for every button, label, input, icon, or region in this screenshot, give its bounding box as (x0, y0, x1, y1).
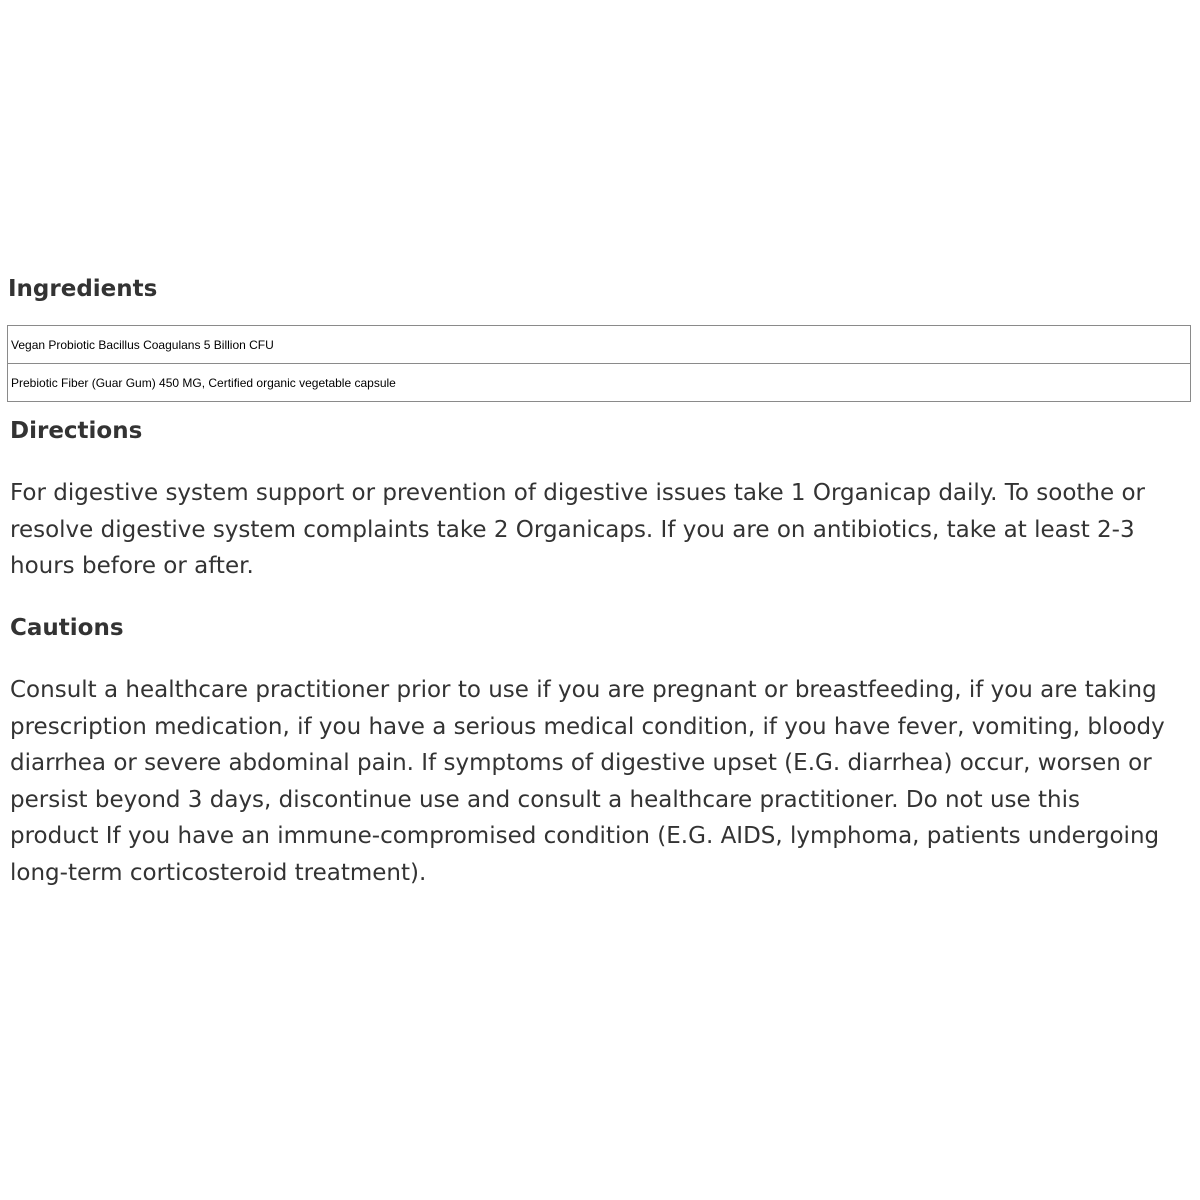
ingredient-cell: Vegan Probiotic Bacillus Coagulans 5 Billion CFU (8, 326, 1191, 364)
cautions-line: product If you have an immune-compromised condition (E.G. AIDS, lymphoma, patients undergoing (10, 823, 1160, 849)
directions-line: hours before or after. (10, 553, 254, 579)
directions-line: resolve digestive system complaints take 2 Organicaps. If you are on antibiotics, take at least 2-3 (10, 516, 1135, 543)
directions-paragraph (10, 475, 1195, 585)
ingredients-heading: Ingredients (8, 276, 158, 302)
cautions-line: diarrhea or severe abdominal pain. If symptoms of digestive upset (E.G. diarrhea) occur, worsen or (10, 750, 1152, 776)
cautions-line: prescription medication, if you have a serious medical condition, if you have fever, vomiting, bloody (10, 713, 1165, 740)
table-row (8, 326, 1191, 364)
cautions-paragraph (10, 672, 1195, 891)
table-row (8, 364, 1191, 402)
ingredients-table (7, 325, 1191, 402)
cautions-heading: Cautions (10, 615, 124, 641)
directions-line: For digestive system support or prevention of digestive issues take 1 Organicap daily. To soothe or (10, 480, 1145, 506)
cautions-line: Consult a healthcare practitioner prior to use if you are pregnant or breastfeeding, if you are taking (10, 677, 1157, 703)
ingredient-cell: Prebiotic Fiber (Guar Gum) 450 MG, Certified organic vegetable capsule (8, 364, 1191, 402)
cautions-line: persist beyond 3 days, discontinue use and consult a healthcare practitioner. Do not use this (10, 786, 1080, 813)
cautions-line: long-term corticosteroid treatment). (10, 859, 427, 886)
directions-heading: Directions (10, 418, 143, 444)
